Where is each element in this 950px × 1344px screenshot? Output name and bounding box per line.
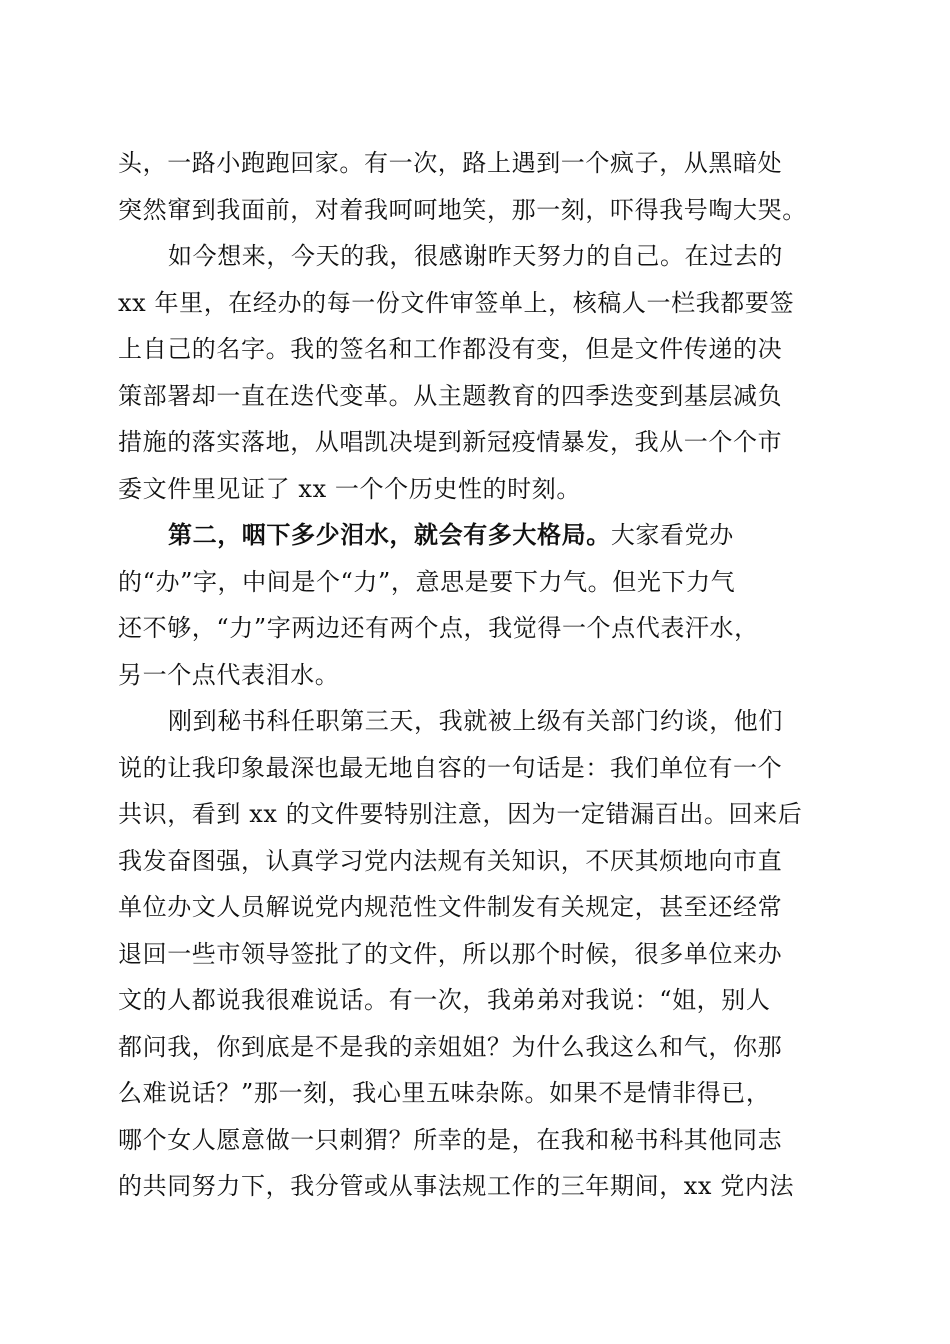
text-line: 退回一些市领导签批了的文件，所以那个时候，很多单位来办 [118,940,783,968]
paragraph-start: 如今想来，今天的我，很感谢昨天努力的自己。在过去的 [168,242,783,270]
section-heading-line [168,515,840,555]
text-line: 另一个点代表泪水。 [118,661,340,689]
text-line: 的共同努力下，我分管或从事法规工作的三年期间，xx 党内法 [118,1172,795,1200]
text-line: 上自己的名字。我的签名和工作都没有变，但是文件传递的决 [118,335,783,363]
text-line: 头，一路小跑跑回家。有一次，路上遇到一个疯子，从黑暗处 [118,149,783,177]
heading-line-text: 大家看党办 [610,521,734,549]
text-line: xx 年里，在经办的每一份文件审签单上，核稿人一栏我都要签 [118,289,795,317]
text-line: 策部署却一直在迭代变革。从主题教育的四季迭变到基层减负 [118,382,783,410]
section-heading: 第二，咽下多少泪水，就会有多大格局。 [168,520,611,549]
text-line: 哪个女人愿意做一只刺猬？所幸的是，在我和秘书科其他同志 [118,1126,783,1154]
text-line: 单位办文人员解说党内规范性文件制发有关规定，甚至还经常 [118,893,783,921]
text-line: 共识，看到 xx 的文件要特别注意，因为一定错漏百出。回来后 [118,800,803,828]
text-line: 都问我，你到底是不是我的亲姐姐？为什么我这么和气，你那 [118,1033,783,1061]
text-line: 措施的落实落地，从唱凯决堤到新冠疫情暴发，我从一个个市 [118,428,783,456]
text-line: 么难说话？”那一刻，我心里五味杂陈。如果不是情非得已， [118,1079,771,1107]
text-line: 文的人都说我很难说话。有一次，我弟弟对我说：“姐，别人 [118,986,771,1014]
text-line: 说的让我印象最深也最无地自容的一句话是：我们单位有一个 [118,754,783,782]
text-line: 还不够，“力”字两边还有两个点，我觉得一个点代表汗水， [118,614,759,642]
text-line: 委文件里见证了 xx 一个个历史性的时刻。 [118,475,581,503]
text-line: 突然窜到我面前，对着我呵呵地笑，那一刻，吓得我号啕大哭。 [118,196,807,224]
paragraph-start: 刚到秘书科任职第三天，我就被上级有关部门约谈，他们 [168,707,783,735]
text-line: 我发奋图强，认真学习党内法规有关知识，不厌其烦地向市直 [118,847,783,875]
text-line: 的“办”字，中间是个“力”，意思是要下力气。但光下力气 [118,568,736,596]
